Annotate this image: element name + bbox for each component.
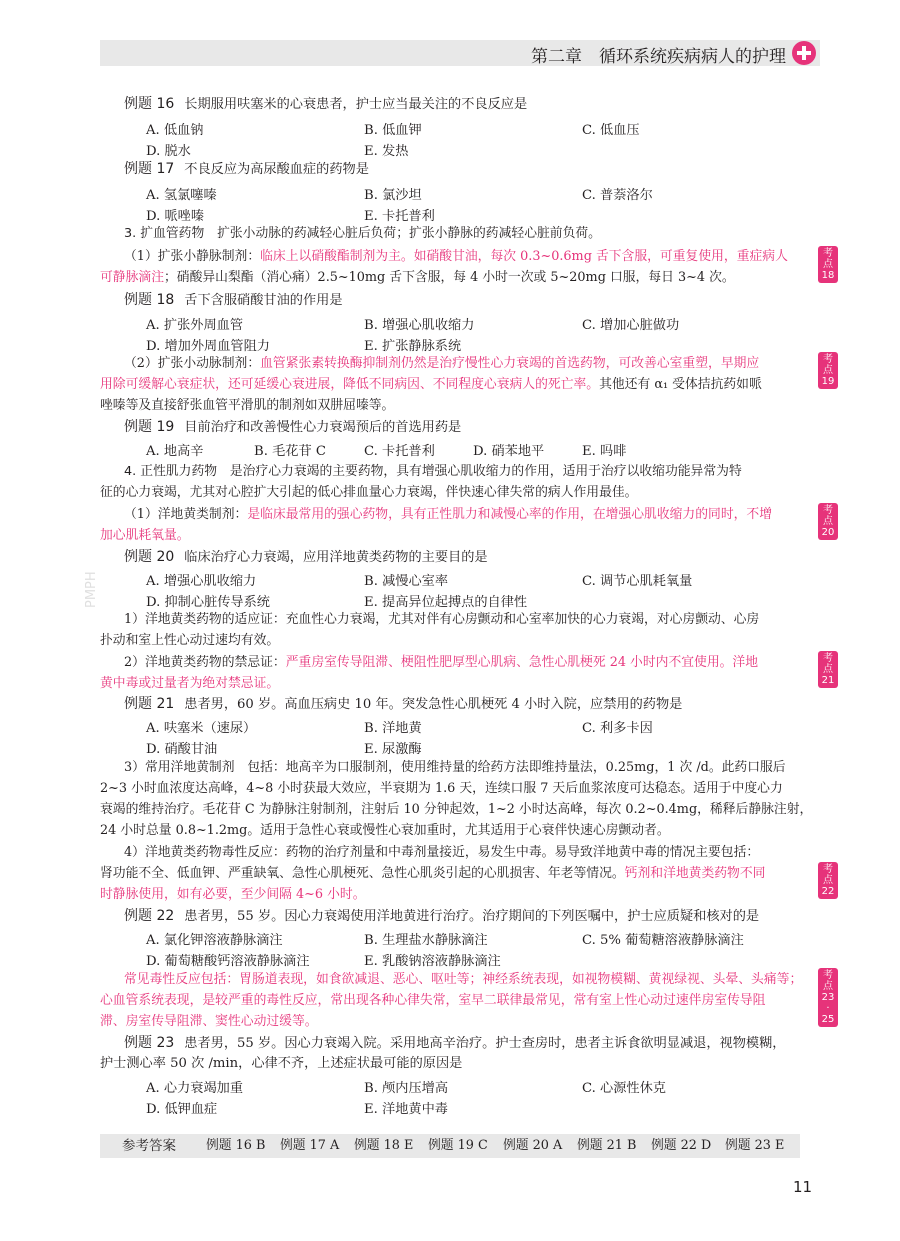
answer-item: 例题 18 E [354,1138,414,1153]
option-a: A. 心力衰竭加重 [146,1081,244,1096]
medical-cross-icon [792,41,816,65]
paragraph-8-line-2: 心血管系统表现，是较严重的毒性反应，常出现各种心律失常，室早二联律最常见，常有室上性心动过速伴房室传导阻 [100,993,766,1008]
section-title: 4. 正性肌力药物 [124,464,218,479]
section-text: 扩张小动脉的药减轻心脏后负荷；扩张小静脉的药减轻心脏前负荷。 [217,226,601,241]
answer-key [100,1134,800,1158]
question-stem: 不良反应为高尿酸血症的药物是 [184,162,369,177]
badge-char: 点 [823,875,833,886]
badge-char: 点 [823,981,833,992]
badge-char: 点 [823,516,833,527]
paragraph-4-line-2: 扑动和室上性心动过速均有效。 [100,633,280,648]
chapter-title: 第二章 循环系统疾病病人的护理 [531,47,786,67]
answer-item: 例题 20 A [503,1138,563,1153]
badge-char: 考 [823,248,833,259]
answer-key-label: 参考答案 [122,1138,176,1154]
option-b: B. 氯沙坦 [364,188,422,203]
question-stem: 临床治疗心力衰竭，应用洋地黄类药物的主要目的是 [184,550,488,565]
question-21 [124,692,804,716]
badge-char: 点 [823,365,833,376]
option-b: B. 低血钾 [364,123,422,138]
paragraph-7-line-1: 4）洋地黄类药物毒性反应：药物的治疗剂量和中毒剂量接近，易发生中毒。易导致洋地黄中毒的情况主要包括： [124,845,760,860]
paragraph-2-line-3: 唑嗪等及直接舒张血管平滑肌的制剂如双肼屈嗪等。 [100,398,395,413]
paragraph-text: 肾功能不全、低血钾、严重缺氧、急性心肌梗死、急性心肌炎引起的心肌损害、年老等情况。 [100,866,625,881]
option-d: D. 哌唑嗪 [146,209,205,224]
paragraph-label: （2）扩张小动脉制剂： [124,356,261,371]
key-point-text: 用除可缓解心衰症状，还可延缓心衰进展，降低不同病因、不同程度心衰病人的死亡率。 [100,377,600,392]
option-b: B. 生理盐水静脉滴注 [364,933,488,948]
exam-point-badge-23-25 [818,968,838,1027]
question-18 [124,288,804,312]
option-b: B. 颅内压增高 [364,1081,449,1096]
badge-char: 考 [823,354,833,365]
question-number: 例题 16 [124,96,175,112]
option-e: E. 乳酸钠溶液静脉滴注 [364,954,501,969]
badge-number: 23 [821,992,835,1003]
option-c: C. 调节心肌耗氧量 [582,574,693,589]
badge-char: 考 [823,653,833,664]
option-a: A. 增强心肌收缩力 [146,574,257,589]
option-c: C. 增加心脏做功 [582,318,680,333]
option-b: B. 减慢心室率 [364,574,449,589]
paragraph-3-line-2: 加心肌耗氧量。 [100,528,190,543]
question-stem: 目前治疗和改善慢性心力衰竭预后的首选用药是 [184,420,462,435]
paragraph-text: ；硝酸异山梨酯（消心痛）2.5~10mg 舌下含服，每 4 小时一次或 5~20mg 口服，每日 3~4 次。 [163,270,735,285]
exam-point-badge-22 [818,862,838,899]
paragraph-label: 2）洋地黄类药物的禁忌证： [124,655,286,670]
badge-char: 点 [823,259,833,270]
key-point-text: 临床上以硝酸酯制剂为主。如硝酸甘油，每次 0.3~0.6mg 舌下含服，可重复使用，重症病人 [260,249,788,264]
badge-char: 考 [823,864,833,875]
paragraph-5-line-2: 黄中毒或过量者为绝对禁忌证。 [100,676,280,691]
key-point-text: 钙剂和洋地黄类药物不同 [624,866,766,881]
question-17 [124,157,804,181]
question-number: 例题 21 [124,696,175,712]
option-c: C. 普萘洛尔 [582,188,653,203]
question-number: 例题 18 [124,292,175,308]
exam-point-badge-19 [818,352,838,389]
option-d: D. 硝酸甘油 [146,742,218,757]
question-16 [124,92,804,116]
key-point-text: 血管紧张素转换酶抑制剂仍然是治疗慢性心力衰竭的首选药物，可改善心室重塑，早期应 [260,356,760,371]
option-c: C. 卡托普利 [364,444,435,459]
option-a: A. 扩张外周血管 [146,318,244,333]
option-c: C. 利多卡因 [582,721,653,736]
option-a: A. 氢氯噻嗪 [146,188,217,203]
option-b: B. 洋地黄 [364,721,422,736]
watermark: PMPH [84,571,99,608]
section-4-line-2: 征的心力衰竭，尤其对心腔扩大引起的低心排血量心力衰竭，伴快速心律失常的病人作用最佳。 [100,485,638,500]
option-e: E. 卡托普利 [364,209,435,224]
question-number: 例题 23 [124,1035,175,1051]
option-e: E. 扩张静脉系统 [364,339,462,354]
page-number: 11 [793,1178,813,1196]
question-stem: 舌下含服硝酸甘油的作用是 [184,293,343,308]
key-point-text: 是临床最常用的强心药物，具有正性肌力和减慢心率的作用，在增强心肌收缩力的同时，不增 [247,507,772,522]
question-stem: 患者男，55 岁。因心力衰竭使用洋地黄进行治疗。治疗期间的下列医嘱中，护士应质疑和核对的是 [184,909,760,924]
key-point-text: 可静脉滴注 [100,270,164,285]
option-d: D. 低钾血症 [146,1102,218,1117]
section-title: 3. 扩血管药物 [124,226,205,241]
badge-number: 22 [821,886,835,897]
question-number: 例题 19 [124,419,175,435]
question-number: 例题 20 [124,549,175,565]
badge-number: 20 [821,527,835,538]
question-23-line-2: 护士测心率 50 次 /min，心律不齐，上述症状最可能的原因是 [100,1056,463,1071]
answer-item: 例题 23 E [725,1138,785,1153]
question-stem: 患者男，60 岁。高血压病史 10 年。突发急性心肌梗死 4 小时入院，应禁用的药物是 [184,697,683,712]
option-a: A. 地高辛 [146,444,204,459]
question-stem: 长期服用呋塞米的心衰患者，护士应当最关注的不良反应是 [184,97,528,112]
option-d: D. 硝苯地平 [473,444,545,459]
paragraph-6-line-2: 2~3 小时血浓度达高峰，4~8 小时获最大效应，半衰期为 1.6 天，连续口服 7 天后血浆浓度可达稳态。适用于中度心力 [100,781,783,796]
option-c: C. 心源性休克 [582,1081,666,1096]
question-number: 例题 22 [124,908,175,924]
option-e: E. 吗啡 [582,444,627,459]
answer-item: 例题 21 B [577,1138,637,1153]
paragraph-label: （1）扩张小静脉制剂： [124,249,261,264]
paragraph-text: 其他还有 α₁ 受体拮抗药如哌 [599,377,762,392]
question-stem: 患者男，55 岁。因心力衰竭入院。采用地高辛治疗。护士查房时，患者主诉食欲明显减退，视物模糊， [184,1036,786,1051]
question-19 [124,415,804,439]
option-a: A. 低血钠 [146,123,204,138]
question-number: 例题 17 [124,161,175,177]
option-e: E. 洋地黄中毒 [364,1102,448,1117]
exam-point-badge-18 [818,246,838,283]
section-text: 是治疗心力衰竭的主要药物，具有增强心肌收缩力的作用，适用于治疗以收缩功能异常为特 [229,464,742,479]
badge-number: 25 [821,1014,835,1025]
paragraph-8-line-1: 常见毒性反应包括：胃肠道表现，如食欲减退、恶心、呕吐等；神经系统表现，如视物模糊、黄视绿视、头晕、头痛等； [124,972,803,987]
key-point-text: 严重房室传导阻滞、梗阻性肥厚型心肌病、急性心肌梗死 24 小时内不宜使用。洋地 [285,655,759,670]
badge-char: · [826,1003,830,1014]
option-e: E. 提高异位起搏点的自律性 [364,595,528,610]
option-e: E. 尿激酶 [364,742,422,757]
answer-item: 例题 17 A [280,1138,340,1153]
badge-number: 18 [821,270,835,281]
badge-char: 点 [823,664,833,675]
option-d: D. 葡萄糖酸钙溶液静脉滴注 [146,954,310,969]
option-c: C. 低血压 [582,123,640,138]
question-22 [124,904,804,928]
paragraph-8-line-3: 滞、房室传导阻滞、窦性心动过缓等。 [100,1014,318,1029]
exam-point-badge-20 [818,503,838,540]
answer-item: 例题 19 C [428,1138,488,1153]
paragraph-6-line-3: 衰竭的维持治疗。毛花苷 C 为静脉注射制剂，注射后 10 分钟起效，1~2 小时达高峰，每次 0.2~0.4mg，稀释后静脉注射， [100,802,813,817]
option-a: A. 氯化钾溶液静脉滴注 [146,933,283,948]
answer-item: 例题 22 D [651,1138,712,1153]
badge-number: 21 [821,675,835,686]
answer-item: 例题 16 B [206,1138,266,1153]
badge-number: 19 [821,376,835,387]
option-a: A. 呋塞米（速尿） [146,721,257,736]
option-e: E. 发热 [364,144,409,159]
section-3 [124,222,804,246]
paragraph-label: （1）洋地黄类制剂： [124,507,248,522]
question-20 [124,545,804,569]
option-d: D. 抑制心脏传导系统 [146,595,270,610]
paragraph-6-line-4: 24 小时总量 0.8~1.2mg。适用于急性心衰或慢性心衰加重时，尤其适用于心衰伴快速心房颤动者。 [100,823,670,838]
option-b: B. 毛花苷 C [254,444,326,459]
running-header [100,40,820,66]
option-d: D. 脱水 [146,144,191,159]
option-b: B. 增强心肌收缩力 [364,318,475,333]
option-d: D. 增加外周血管阻力 [146,339,270,354]
badge-char: 考 [823,970,833,981]
paragraph-4-line-1: 1）洋地黄类药物的适应证：充血性心力衰竭，尤其对伴有心房颤动和心室率加快的心力衰竭，对心房颤动、心房 [124,612,760,627]
option-c: C. 5% 葡萄糖溶液静脉滴注 [582,933,744,948]
paragraph-7-line-3: 时静脉使用，如有必要，至少间隔 4~6 小时。 [100,887,366,902]
paragraph-1-line-2 [100,266,805,290]
badge-char: 考 [823,505,833,516]
exam-point-badge-21 [818,651,838,688]
paragraph-6-line-1: 3）常用洋地黄制剂 包括：地高辛为口服制剂，使用维持量的给药方法即维持量法，0.25mg，1 次 /d。此药口服后 [124,760,786,775]
